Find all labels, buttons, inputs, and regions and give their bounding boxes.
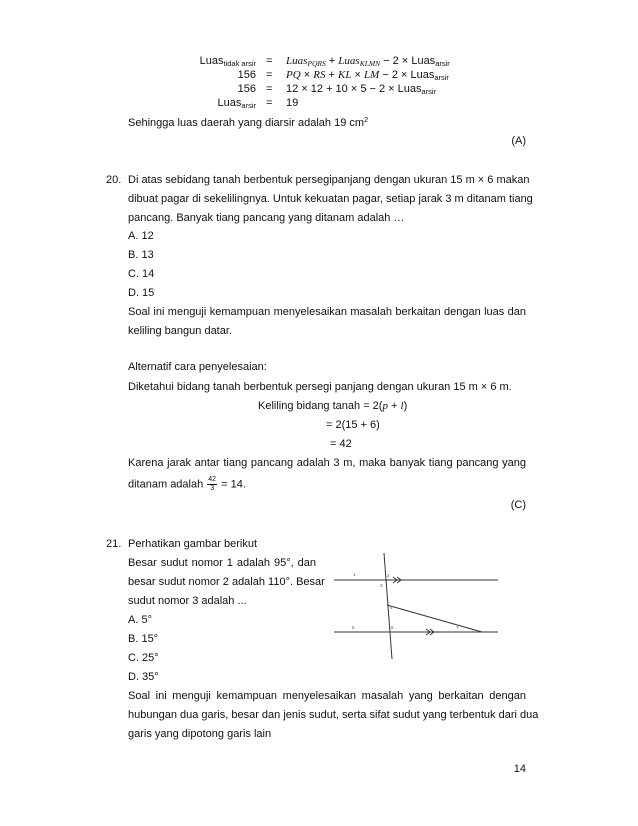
q21-line1: Besar sudut nomor 1 adalah 95°, dan bbox=[128, 557, 316, 569]
q21-desc2: hubungan dua garis, besar dan jenis sudut, serta sifat sudut yang terbentuk dari dua bbox=[128, 709, 539, 721]
calc-row3-lhs: 156 bbox=[237, 83, 256, 95]
angle-label: 4 bbox=[390, 605, 393, 610]
calc-row1-rhs: Luas$_{PQRS}$ + Luas$_{KLMN}$ − 2 × Luas$_{arsir}$ bbox=[286, 55, 450, 68]
parallel-lines-figure bbox=[330, 550, 502, 662]
q20-alt-title: Alternatif cara penyelesaian: bbox=[128, 361, 267, 373]
q21-option-a: A. 5° bbox=[128, 614, 152, 626]
q20-option-b: B. 13 bbox=[128, 249, 154, 261]
q20-option-c: C. 14 bbox=[128, 268, 155, 280]
q21-option-c: C. 25° bbox=[128, 652, 159, 664]
calc-row3-rhs: 12 × 12 + 10 × 5 − 2 × Luas$_{arsir}$ bbox=[286, 83, 437, 96]
calc-row3-eq: = bbox=[266, 83, 273, 95]
q20-desc2: keliling bangun datar. bbox=[128, 325, 232, 337]
q20-perimeter-line2: = 2(15 + 6) bbox=[326, 419, 380, 431]
calc-row4-eq: = bbox=[266, 97, 273, 109]
conclusion-text: Sehingga luas daerah yang diarsir adalah 19 $cm^2$ bbox=[128, 115, 369, 129]
angle-label: 6 bbox=[391, 625, 394, 630]
q20-known: Diketahui bidang tanah berbentuk persegi panjang dengan ukuran 15 m × 6 m. bbox=[128, 381, 512, 393]
calc-row4-rhs: 19 bbox=[286, 97, 299, 109]
q20-line2: dibuat pagar di sekelilingnya. Untuk kekuatan pagar, setiap jarak 3 m ditanam tiang bbox=[128, 193, 533, 205]
q20-option-d: D. 15 bbox=[128, 287, 155, 299]
calc-row2-rhs: PQ × RS + KL × LM − 2 × Luas$_{arsir}$ bbox=[286, 69, 449, 82]
angle-label: 1 bbox=[353, 572, 356, 577]
angle-label: 7 bbox=[456, 625, 459, 630]
q20-option-a: A. 12 bbox=[128, 230, 154, 242]
answer-a: (A) bbox=[511, 135, 526, 147]
q20-line1: Di atas sebidang tanah berbentuk persegipanjang dengan ukuran 15 m × 6 makan bbox=[128, 174, 530, 186]
slanted-line bbox=[387, 605, 482, 632]
calc-row2-lhs: 156 bbox=[237, 69, 256, 81]
q20-planted: ditanam adalah $\frac{42}{3}$ = 14. bbox=[128, 476, 246, 492]
q21-option-d: D. 35° bbox=[128, 671, 159, 683]
q21-desc1: Soal ini menguji kemampuan menyelesaikan masalah yang berkaitan dengan bbox=[128, 690, 526, 702]
calc-row4-lhs: Luas$_{arsir}$ bbox=[217, 97, 256, 110]
angle-label: 5 bbox=[352, 625, 355, 630]
q21-intro: Perhatikan gambar berikut bbox=[128, 538, 258, 550]
page-number: 14 bbox=[513, 763, 526, 775]
calc-row2-eq: = bbox=[266, 69, 273, 81]
angle-label: 3 bbox=[380, 583, 383, 588]
q21-line2: besar sudut nomor 2 adalah 110°. Besar bbox=[128, 576, 325, 588]
q20-line3: pancang. Banyak tiang pancang yang ditanam adalah … bbox=[128, 212, 405, 224]
fraction: $\frac{42}{3}$ bbox=[208, 476, 217, 492]
q21-line3: sudut nomor 3 adalah ... bbox=[128, 595, 247, 607]
answer-c: (C) bbox=[510, 499, 526, 511]
q20-since: Karena jarak antar tiang pancang adalah 3 m, maka banyak tiang pancang yang bbox=[128, 457, 526, 469]
q21-desc3: garis yang dipotong garis lain bbox=[128, 728, 272, 740]
calc-row1-lhs: Luas$_{tidak arsir}$ bbox=[199, 55, 256, 68]
calc-row1-eq: = bbox=[266, 55, 273, 67]
q21-option-b: B. 15° bbox=[128, 633, 159, 645]
q20-perimeter-line1: Keliling bidang tanah = 2(p + l) bbox=[258, 400, 408, 412]
angle-label: 2 bbox=[387, 573, 390, 578]
q20-desc1: Soal ini menguji kemampuan menyelesaikan masalah berkaitan dengan luas dan bbox=[128, 306, 526, 318]
q21-number: 21. bbox=[106, 538, 122, 550]
q20-perimeter-line3: = 42 bbox=[330, 438, 352, 450]
q20-number: 20. bbox=[106, 174, 122, 186]
